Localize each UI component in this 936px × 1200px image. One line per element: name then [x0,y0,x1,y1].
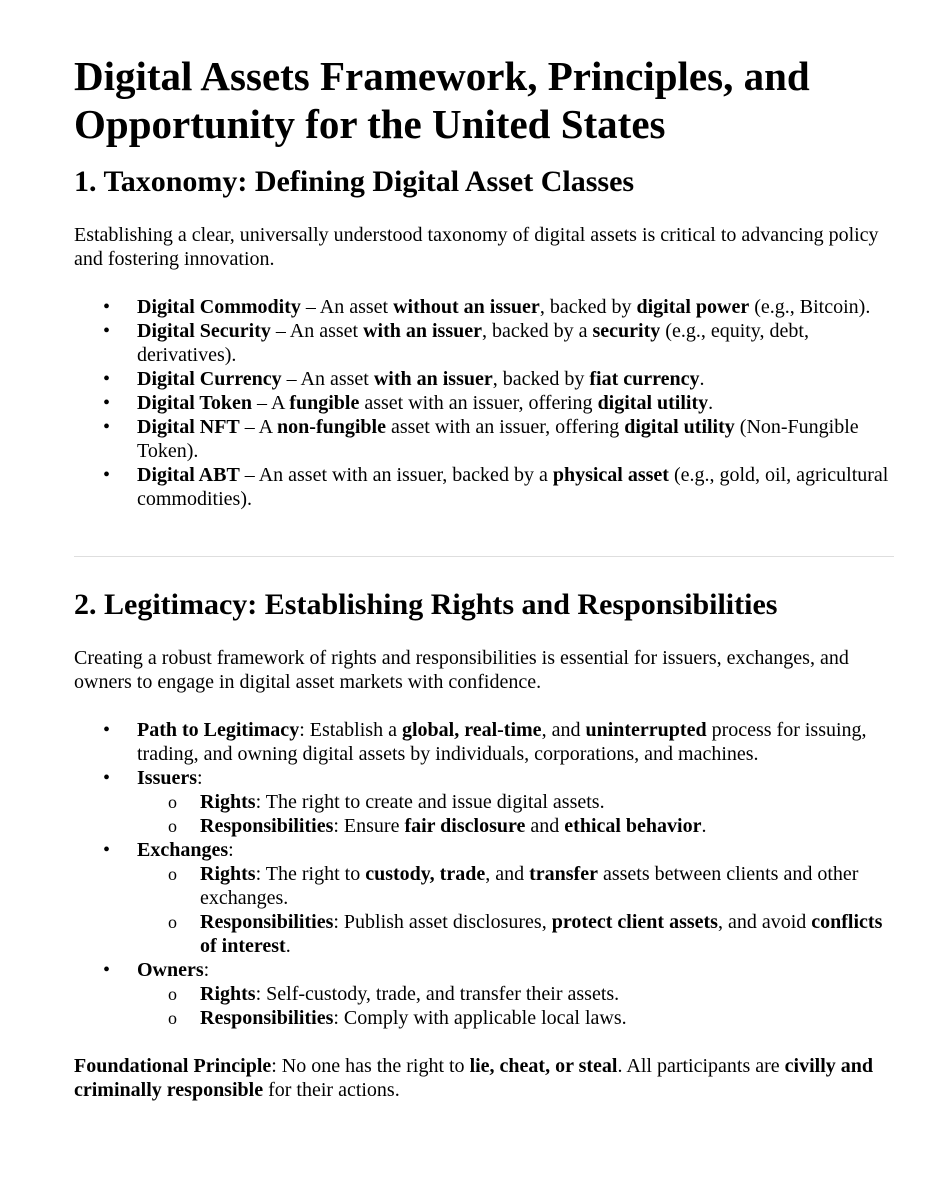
document-title: Digital Assets Framework, Principles, and Opportunity for the United States [74,53,810,147]
list-item-owners: • Owners: o Rights: Self-custody, trade, and transfer their assets. o Responsibilities: Comply with applicable local laws. [74,958,896,1030]
section-2-heading: 2. Legitimacy: Establishing Rights and Responsibilities [74,588,778,621]
list-item-issuers: • Issuers: o Rights: The right to create and issue digital assets. o Responsibilities: Ensure fair disclosure and ethical behavior. [74,766,896,838]
section-2-intro: Creating a robust framework of rights and responsibilities is essential for issuers, exchanges, and owners to engage in digital asset markets with confidence. [74,647,849,693]
exchanges-sublist [137,862,896,958]
legitimacy-list [74,718,896,1030]
issuers-sublist [137,790,896,838]
foundational-principle: Foundational Principle: No one has the right to lie, cheat, or steal. All participants are civilly and criminally responsible for their actions. [74,1055,874,1101]
sub-item-responsibilities: o Responsibilities: Comply with applicable local laws. [137,1006,896,1030]
sub-item-responsibilities: o Responsibilities: Publish asset disclosures, protect client assets, and avoid conflicts of interest. [137,910,896,958]
list-item: • Digital Commodity – An asset without an issuer, backed by digital power (e.g., Bitcoin). [74,295,896,319]
sub-item-rights: o Rights: The right to create and issue digital assets. [137,790,896,814]
list-item: • Digital Token – A fungible asset with an issuer, offering digital utility. [74,391,896,415]
sub-item-rights: o Rights: Self-custody, trade, and transfer their assets. [137,982,896,1006]
sub-item-responsibilities: o Responsibilities: Ensure fair disclosure and ethical behavior. [137,814,896,838]
owners-sublist [137,982,896,1030]
list-item-exchanges: • Exchanges: o Rights: The right to custody, trade, and transfer assets between clients and other exchanges. o Responsibilities: Publish asset disclosures, protect client assets, and avoid conflicts of interest. [74,838,896,958]
list-item: • Digital ABT – An asset with an issuer, backed by a physical asset (e.g., gold, oil, agricultural commodities). [74,463,896,511]
list-item-path-to-legitimacy: • Path to Legitimacy: Establish a global, real-time, and uninterrupted process for issuing, trading, and owning digital assets by individuals, corporations, and machines. [74,718,896,766]
list-item: • Digital Currency – An asset with an issuer, backed by fiat currency. [74,367,896,391]
list-item: • Digital Security – An asset with an issuer, backed by a security (e.g., equity, debt, derivatives). [74,319,896,367]
asset-class-list [74,295,896,511]
document-page [74,52,896,1102]
section-1-heading: 1. Taxonomy: Defining Digital Asset Classes [74,165,635,198]
list-item: • Digital NFT – A non-fungible asset with an issuer, offering digital utility (Non-Fungible Token). [74,415,896,463]
sub-item-rights: o Rights: The right to custody, trade, and transfer assets between clients and other exchanges. [137,862,896,910]
section-1-intro: Establishing a clear, universally understood taxonomy of digital assets is critical to advancing policy and fostering innovation. [74,224,879,270]
section-divider [74,556,894,557]
